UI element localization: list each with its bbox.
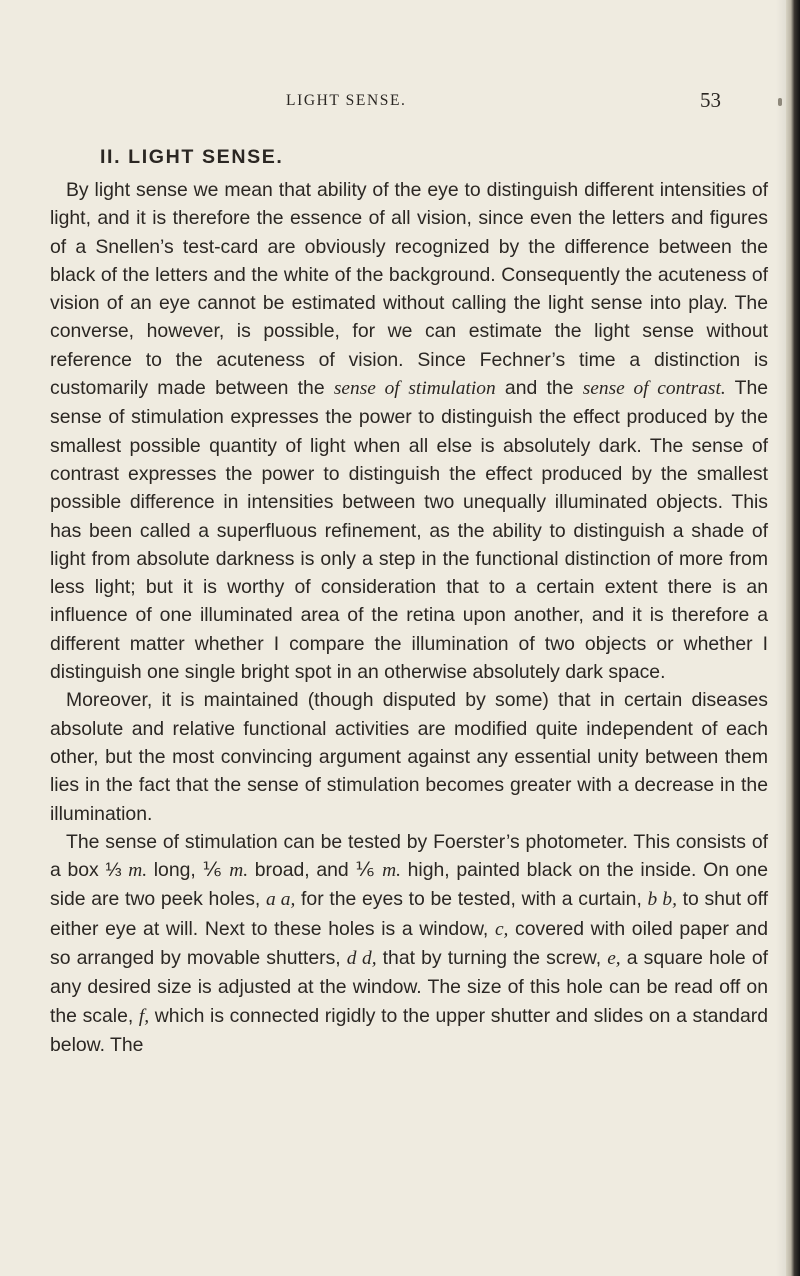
italic-text: c, bbox=[494, 918, 509, 940]
italic-text: a a, bbox=[265, 889, 296, 911]
italic-text: sense of stimulation bbox=[333, 378, 496, 400]
text-run: Moreover, it is maintained (though disputed by some) that in certain diseases absolute and relative functional activities are modified quite independent of each other, but the most convincing argument against any essential unity between them lies in the fact that the sense of stimulation becomes greater with a decrease in the illumination. bbox=[50, 689, 768, 825]
italic-text: m. bbox=[229, 860, 249, 882]
running-title: LIGHT SENSE. bbox=[286, 92, 407, 109]
text-run: By light sense we mean that ability of the eye to distinguish different intensities of light, and it is therefore the essence of all vision, since even the letters and figures of a Snellen’s test-card are obviously recognized by the difference between the black of the letters and the white of the background. Consequently the acuteness of vision of an eye cannot be estimated without calling the light sense into play. The converse, however, is possible, for we can estimate the light sense without reference to the acuteness of vision. Since Fechner’s time a distinction is customarily made between the bbox=[50, 179, 768, 400]
section-heading: II. LIGHT SENSE. bbox=[100, 146, 284, 168]
italic-text: e, bbox=[607, 948, 621, 970]
text-run: long, ⅙ bbox=[147, 859, 230, 882]
text-run: broad, and ⅙ bbox=[248, 859, 383, 882]
text-run: The sense of stimulation can be tested by Foerster’s photometer. This consists of a box ⅓ bbox=[50, 830, 768, 882]
italic-text: sense of contrast. bbox=[582, 378, 726, 400]
text-run: covered with oiled paper and so arranged by movable shutters, bbox=[50, 917, 768, 970]
italic-text: f, bbox=[138, 1005, 150, 1027]
paragraph bbox=[50, 176, 768, 686]
italic-text: d d, bbox=[346, 948, 377, 970]
paragraph bbox=[50, 828, 768, 1059]
italic-text: m. bbox=[382, 860, 401, 882]
italic-text: m. bbox=[128, 860, 148, 882]
text-run: for the eyes to be tested, with a curtain, bbox=[295, 888, 648, 911]
text-run: that by turning the screw, bbox=[376, 947, 608, 970]
running-header bbox=[0, 88, 800, 122]
text-run: The sense of stimulation expresses the power to distinguish the effect produced by the smallest possible quantity of light when all else is absolutely dark. The sense of contrast expresses the power to distinguish the effect produced by the smallest possible difference in intensities between two unequally illuminated objects. This has been called a superfluous refinement, as the ability to distinguish a shade of light from absolute darkness is only a step in the functional distinction of more from less light; but it is worthy of consideration that to a certain extent there is an influence of one illuminated area of the retina upon another, and it is therefore a different matter whether I compare the illumination of two objects or whether I distinguish one single bright spot in an otherwise absolutely dark space. bbox=[50, 377, 769, 684]
text-run: which is connected rigidly to the upper shutter and slides on a standard below. The bbox=[50, 1004, 768, 1056]
text-run: a square hole of any desired size is adjusted at the window. The size of this hole can be read off on the scale, bbox=[50, 947, 768, 1027]
paragraph bbox=[50, 686, 768, 827]
page-number: 53 bbox=[700, 88, 721, 112]
text-run: high, painted black on the inside. On one side are two peek holes, bbox=[50, 859, 768, 911]
page-body bbox=[50, 142, 768, 1059]
page-edge bbox=[786, 0, 800, 1276]
text-run: and the bbox=[495, 377, 583, 400]
text-run: to shut off either eye at will. Next to these holes is a window, bbox=[50, 888, 768, 940]
page-gutter-shadow bbox=[776, 0, 786, 1276]
italic-text: b b, bbox=[647, 889, 677, 911]
